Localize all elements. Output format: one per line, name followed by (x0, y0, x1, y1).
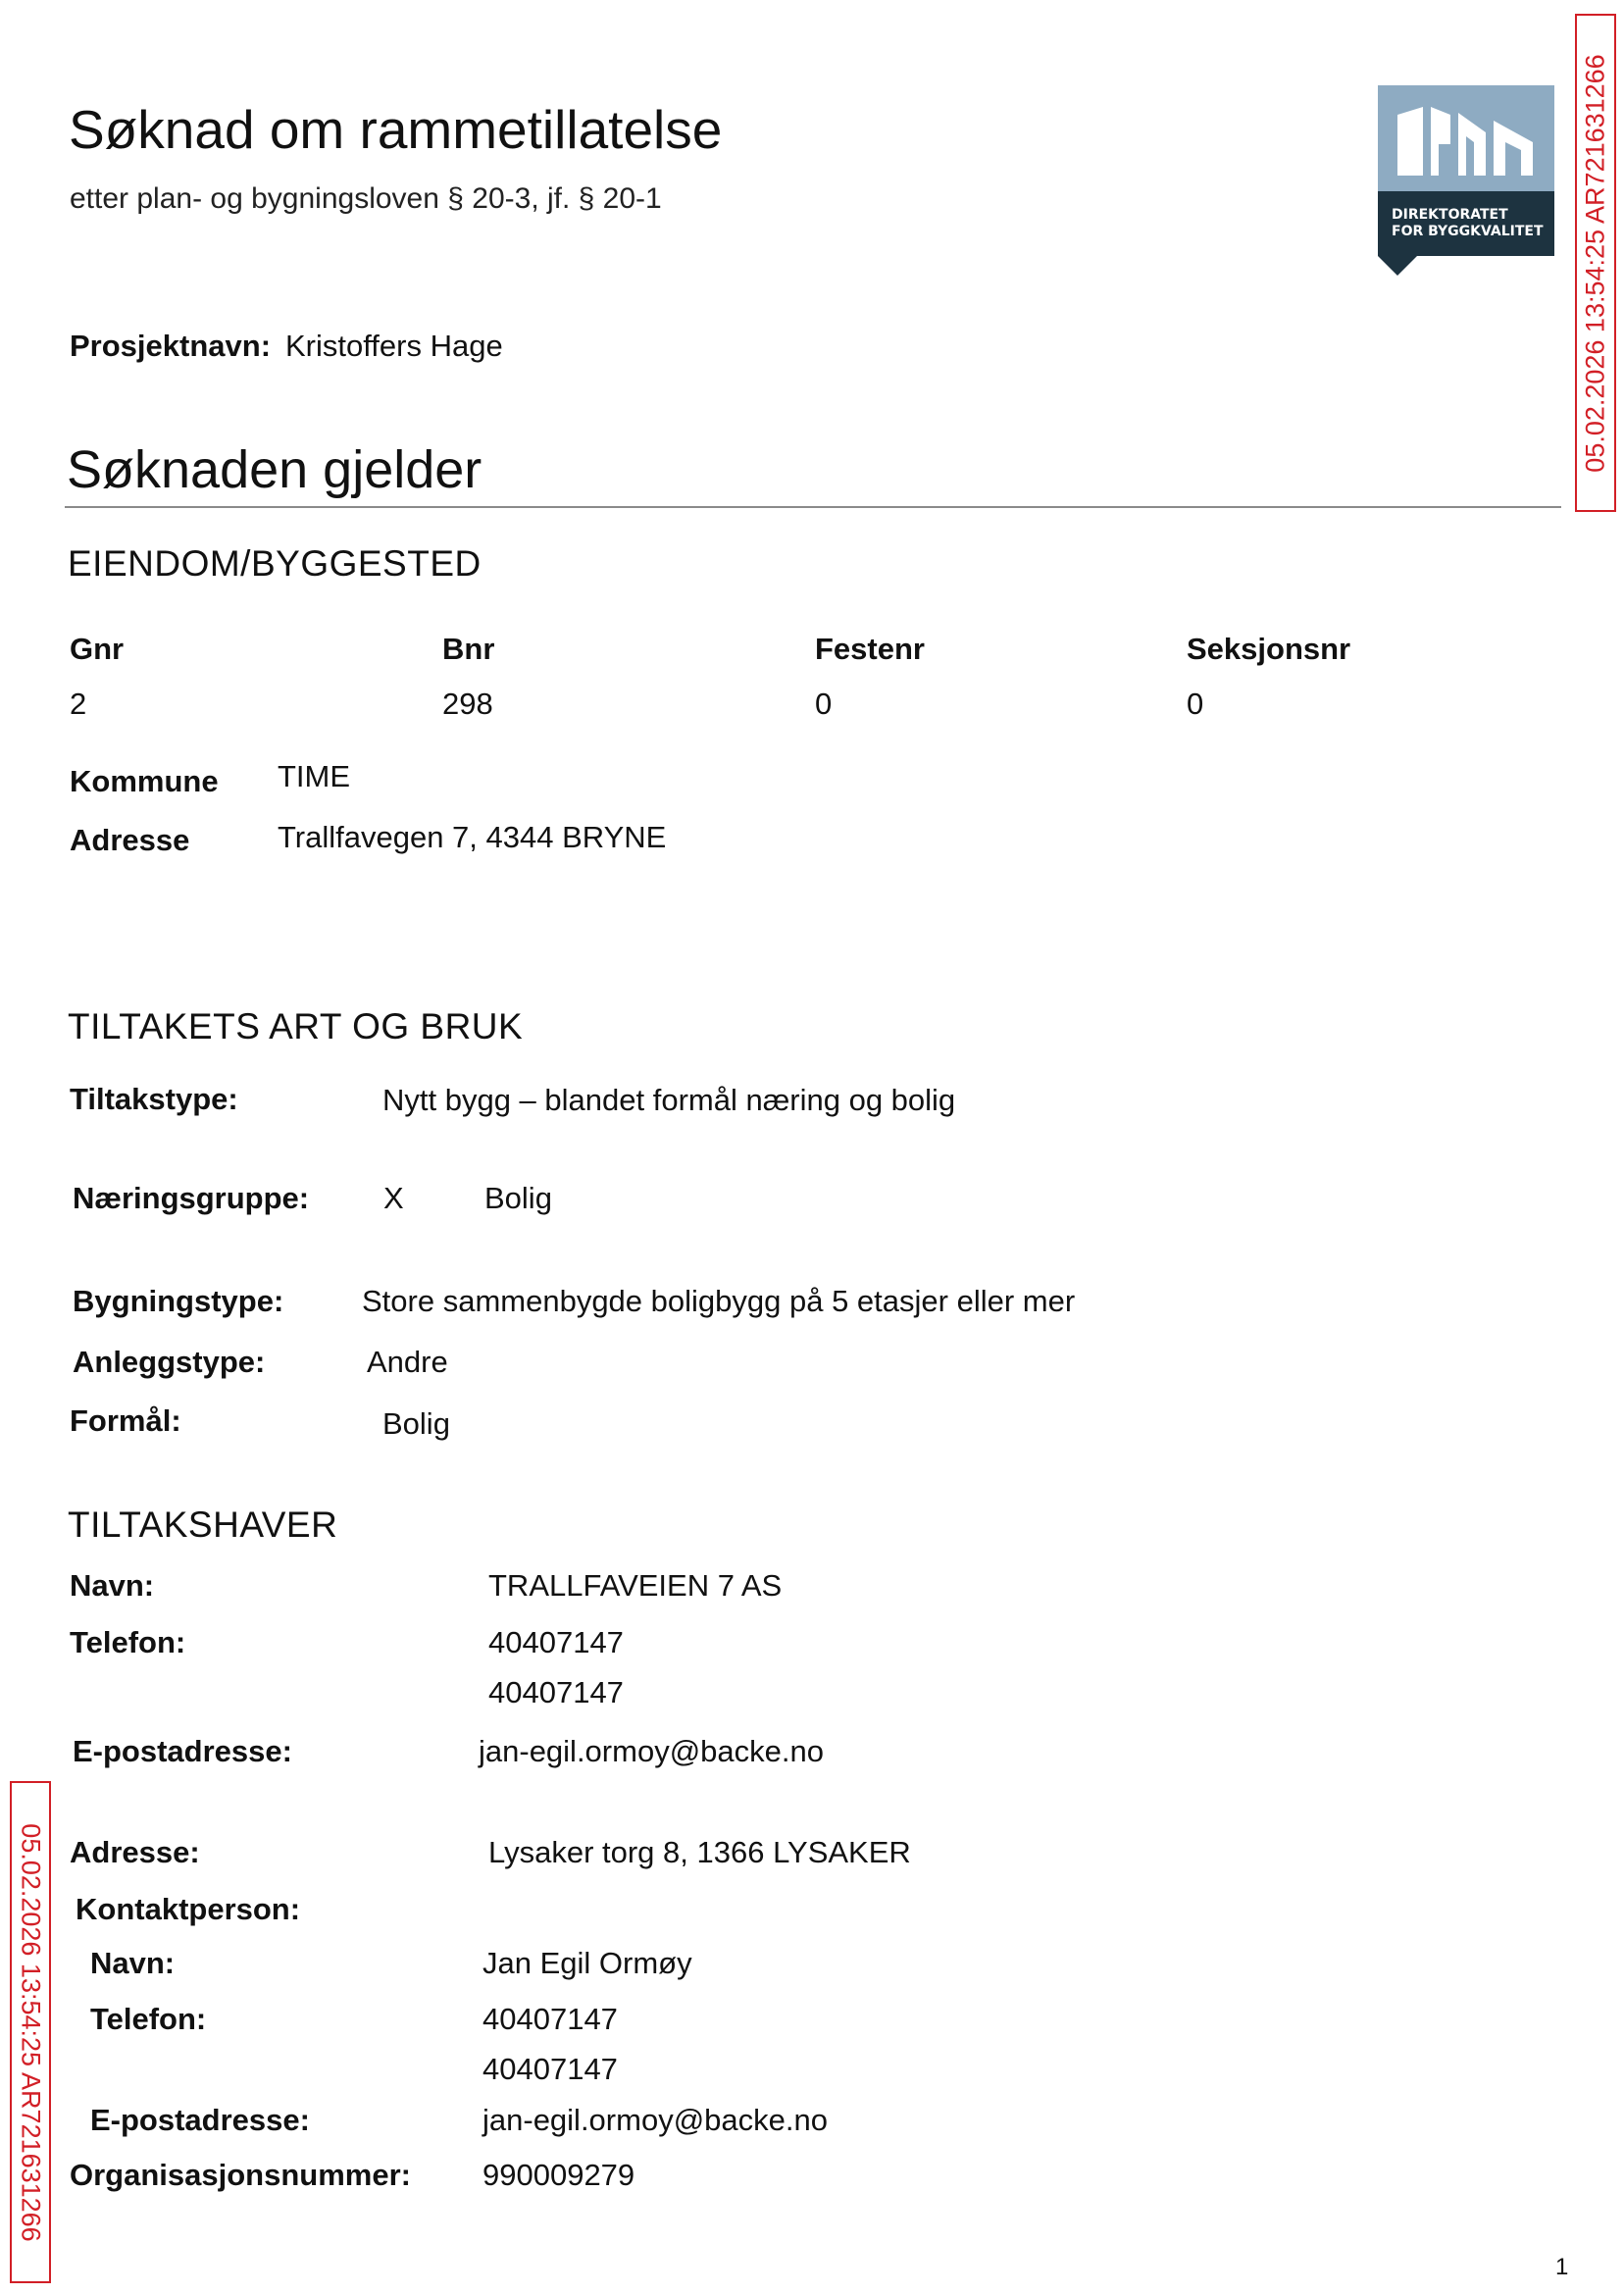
organisasjonsnummer-label: Organisasjonsnummer: (70, 2158, 411, 2192)
eiendom-heading: EIENDOM/BYGGESTED (68, 543, 482, 584)
gnr-label: Gnr (70, 632, 125, 666)
kontakt-epost-value: jan-egil.ormoy@backe.no (482, 2103, 828, 2137)
page-number: 1 (1555, 2254, 1569, 2280)
organisasjonsnummer-value: 990009279 (482, 2158, 635, 2192)
tiltakshaver-navn-value: TRALLFAVEIEN 7 AS (488, 1568, 783, 1603)
seksjonsnr-value: 0 (1187, 687, 1204, 721)
section-divider (65, 506, 1561, 508)
logo-pointer (1378, 256, 1417, 276)
bnr-label: Bnr (442, 632, 495, 666)
timestamp-stamp-left (10, 1781, 51, 2283)
anleggstype-label: Anleggstype: (73, 1345, 266, 1379)
logo-text (1392, 207, 1544, 240)
kommune-value: TIME (278, 759, 351, 793)
tiltakshaver-epost-label: E-postadresse: (73, 1734, 292, 1768)
tiltakshaver-adresse-value: Lysaker torg 8, 1366 LYSAKER (488, 1835, 911, 1869)
tiltakshaver-epost-value: jan-egil.ormoy@backe.no (479, 1734, 824, 1768)
festenr-label: Festenr (815, 632, 925, 666)
bygningstype-value: Store sammenbygde boligbygg på 5 etasjer eller mer (362, 1284, 1076, 1318)
tiltakshaver-navn-label: Navn: (70, 1568, 155, 1603)
kontakt-navn-label: Navn: (90, 1946, 176, 1980)
document-subtitle: etter plan- og bygningsloven § 20-3, jf. § 20-1 (70, 182, 662, 215)
project-name-label: Prosjektnavn: (70, 329, 272, 363)
festenr-value: 0 (815, 687, 833, 721)
logo-line-1: DIREKTORATET (1392, 207, 1508, 223)
section-title: Søknaden gjelder (67, 440, 482, 499)
naeringsgruppe-code: X (383, 1181, 404, 1215)
gnr-value: 2 (70, 687, 87, 721)
kontakt-epost-label: E-postadresse: (90, 2103, 310, 2137)
project-name-value: Kristoffers Hage (285, 329, 503, 363)
tiltakshaver-telefon-value-1: 40407147 (488, 1625, 624, 1659)
tiltakshaver-heading: TILTAKSHAVER (68, 1504, 338, 1545)
tiltakstype-label: Tiltakstype: (70, 1082, 238, 1116)
kontakt-navn-value: Jan Egil Ormøy (482, 1946, 692, 1980)
logo-line-2: FOR BYGGKVALITET (1392, 224, 1544, 239)
adresse-value: Trallfavegen 7, 4344 BRYNE (278, 820, 667, 854)
kontaktperson-label: Kontaktperson: (76, 1892, 301, 1926)
timestamp-text: 05.02.2026 13:54:25 AR721631266 (16, 1822, 46, 2242)
formal-value: Bolig (382, 1406, 450, 1441)
anleggstype-value: Andre (367, 1345, 448, 1379)
kontakt-telefon-value-2: 40407147 (482, 2052, 618, 2086)
bnr-value: 298 (442, 687, 493, 721)
timestamp-stamp-top (1575, 14, 1616, 512)
kontakt-telefon-value-1: 40407147 (482, 2002, 618, 2036)
seksjonsnr-label: Seksjonsnr (1187, 632, 1351, 666)
kontakt-telefon-label: Telefon: (90, 2002, 207, 2036)
tiltakshaver-adresse-label: Adresse: (70, 1835, 200, 1869)
formal-label: Formål: (70, 1403, 181, 1438)
timestamp-text: 05.02.2026 13:54:25 AR721631266 (1580, 53, 1610, 473)
adresse-label: Adresse (70, 823, 190, 857)
tiltakstype-value: Nytt bygg – blandet formål næring og bolig (382, 1083, 956, 1117)
logo-building-icon (1378, 85, 1554, 191)
kommune-label: Kommune (70, 764, 219, 798)
naeringsgruppe-value: Bolig (484, 1181, 552, 1215)
bygningstype-label: Bygningstype: (73, 1284, 284, 1318)
naeringsgruppe-label: Næringsgruppe: (73, 1181, 310, 1215)
dibk-logo (1378, 85, 1554, 276)
tiltak-heading: TILTAKETS ART OG BRUK (68, 1006, 524, 1046)
document-title: Søknad om rammetillatelse (69, 99, 723, 160)
tiltakshaver-telefon-value-2: 40407147 (488, 1675, 624, 1709)
tiltakshaver-telefon-label: Telefon: (70, 1625, 186, 1659)
